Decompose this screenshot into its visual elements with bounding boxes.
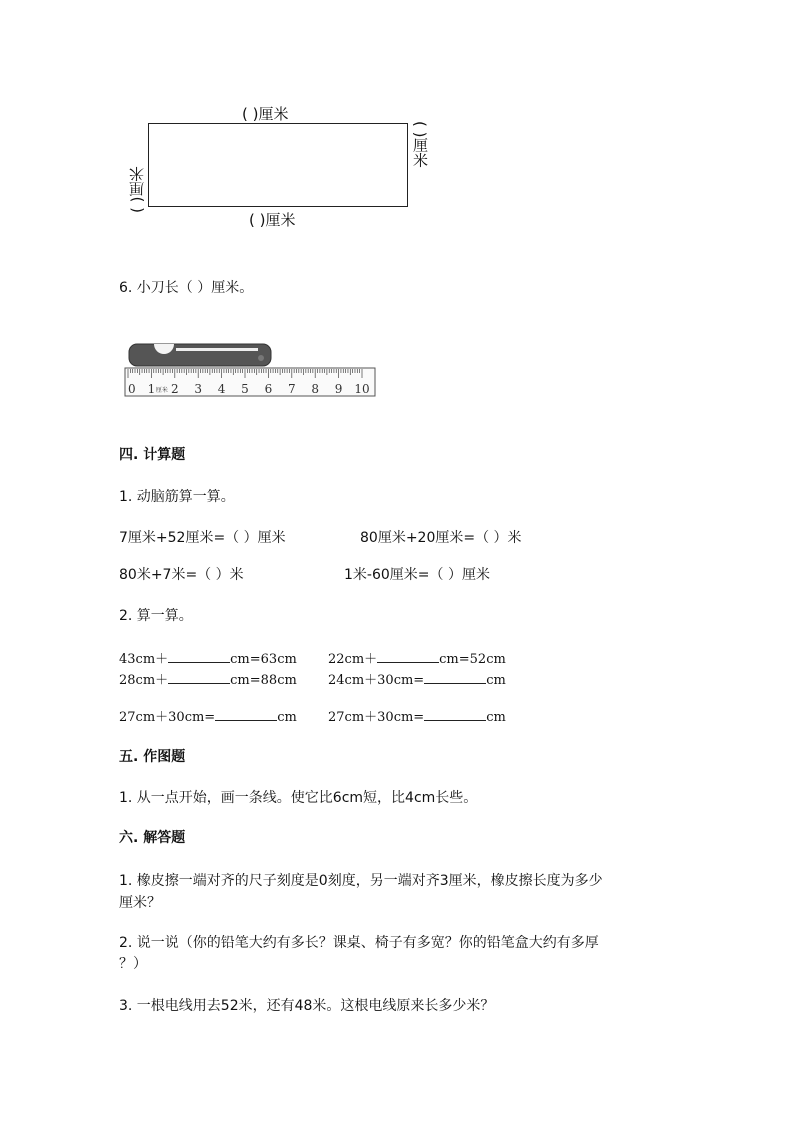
- fill-item-post: cm: [486, 673, 506, 688]
- fill-item-pre: 27cm＋30cm=: [119, 710, 216, 725]
- ruler-tick-label: 9: [334, 382, 343, 396]
- section-5-q1: 1. 从一点开始，画一条线。使它比6cm短，比4cm长些。: [119, 790, 478, 806]
- section-6-q3: 3. 一根电线用去52米，还有48米。这根电线原来长多少米？: [119, 998, 495, 1014]
- calc-item-4: 1米-60厘米=（ ）厘米: [344, 567, 490, 583]
- fill-item-pre: 27cm＋30cm=: [328, 710, 425, 725]
- knife-rivet: [258, 355, 264, 361]
- fill-item-5: [119, 706, 297, 725]
- section-4-title: 四. 计算题: [119, 447, 186, 463]
- ruler-tick-label: 3: [194, 382, 203, 396]
- answer-blank[interactable]: [424, 671, 486, 684]
- answer-blank[interactable]: [168, 671, 230, 684]
- rectangle-shape: [148, 123, 408, 207]
- ruler-tick-label: 5: [241, 382, 249, 396]
- calc-item-1: 7厘米+52厘米=（ ）厘米: [119, 530, 286, 546]
- fill-item-pre: 22cm＋: [328, 652, 378, 667]
- answer-blank[interactable]: [215, 708, 277, 721]
- fill-item-post: cm: [486, 710, 506, 725]
- fill-item-6: [328, 706, 506, 725]
- fill-item-post: cm=88cm: [230, 673, 297, 688]
- ruler-tick-label: 10: [354, 382, 370, 396]
- knife-blade-slot: [176, 348, 258, 351]
- answer-blank[interactable]: [377, 650, 439, 663]
- fill-item-post: cm=52cm: [439, 652, 506, 667]
- ruler-tick-label: 6: [264, 382, 273, 396]
- top-side-label: ( )厘米: [242, 105, 289, 123]
- ruler-tick-label: 0: [128, 382, 136, 396]
- calc-item-2: 80厘米+20厘米=（ ）米: [360, 530, 522, 546]
- section-4-q1-title: 1. 动脑筋算一算。: [119, 489, 235, 505]
- left-side-label: ( )厘米: [128, 166, 146, 213]
- section-4-q2-title: 2. 算一算。: [119, 608, 193, 624]
- fill-item-pre: 28cm＋: [119, 673, 169, 688]
- fill-item-post: cm=63cm: [230, 652, 297, 667]
- right-side-label: ( )厘米: [411, 121, 429, 168]
- ruler-tick-label: 8: [311, 382, 320, 396]
- answer-blank[interactable]: [424, 708, 486, 721]
- fill-item-2: [328, 648, 506, 667]
- section-6-title: 六. 解答题: [119, 830, 186, 846]
- fill-item-3: [119, 669, 297, 688]
- knife-body: [129, 344, 271, 366]
- section-6-q2-line1: 2. 说一说（你的铅笔大约有多长？课桌、椅子有多宽？你的铅笔盒大约有多厚: [119, 935, 599, 951]
- knife-ruler-image: [124, 340, 378, 398]
- ruler-tick-label: 1: [147, 382, 156, 396]
- ruler-unit-label: 厘米: [155, 387, 168, 394]
- fill-item-4: [328, 669, 506, 688]
- fill-item-pre: 43cm＋: [119, 652, 169, 667]
- section-5-title: 五. 作图题: [119, 749, 186, 765]
- fill-item-1: [119, 648, 297, 667]
- bottom-side-label: ( )厘米: [249, 211, 296, 229]
- ruler-tick-label: 4: [217, 382, 226, 396]
- ruler-tick-label: 2: [170, 382, 179, 396]
- section-6-q1-line2: 厘米？: [119, 895, 161, 911]
- section-6-q2-line2: ？）: [119, 956, 147, 972]
- fill-item-pre: 24cm＋30cm=: [328, 673, 425, 688]
- ruler-tick-label: 7: [287, 382, 296, 396]
- fill-item-post: cm: [277, 710, 297, 725]
- calc-item-3: 80米+7米=（ ）米: [119, 567, 244, 583]
- knife-ruler-svg: [124, 340, 378, 398]
- answer-blank[interactable]: [168, 650, 230, 663]
- section-6-q1-line1: 1. 橡皮擦一端对齐的尺子刻度是0刻度，另一端对齐3厘米，橡皮擦长度为多少: [119, 873, 603, 889]
- question-6: 6. 小刀长（ ）厘米。: [119, 280, 254, 296]
